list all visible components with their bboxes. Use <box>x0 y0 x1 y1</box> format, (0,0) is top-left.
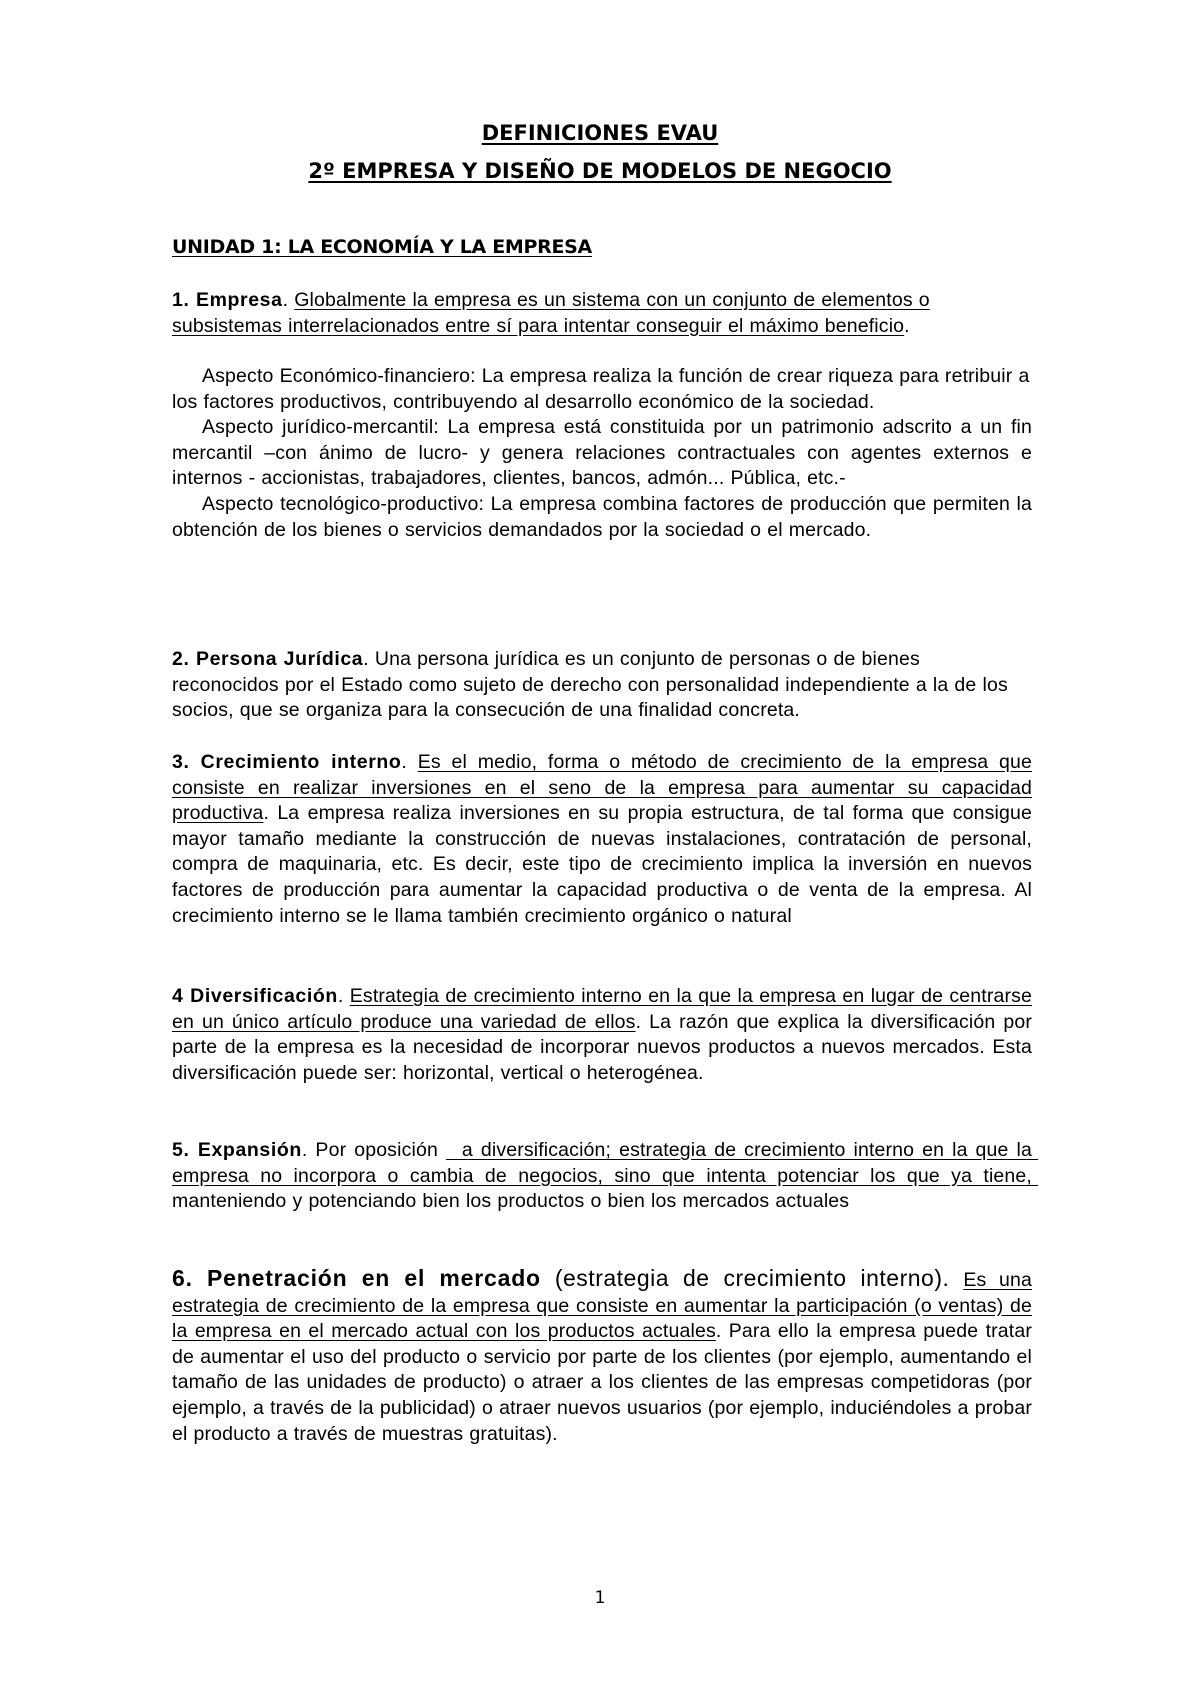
definition-crecimiento-interno: 3. Crecimiento interno. Es el medio, forma o método de crecimiento de la empresa que consiste en realizar inversiones en el seno de la empresa para aumentar su capacidad productiva. La empresa realiza inversiones en su propia estructura, de tal forma que consigue mayor tamaño mediante la construcción de nuevas instalaciones, contratación de personal, compra de maquinaria, etc. Es decir, este tipo de crecimiento implica la inversión en nuevos factores de producción para aumentar la capacidad productiva o de venta de la empresa. Al crecimiento interno se le llama también crecimiento orgánico o natural <box>172 751 1032 927</box>
unit-title: UNIDAD 1: LA ECONOMÍA Y LA EMPRESA <box>172 236 592 258</box>
definition-crecimiento-underlined: Es el medio, forma o método de crecimiento de la empresa que consiste en realizar inversiones en el seno de la empresa para aumentar su capacidad productiva <box>172 751 1032 825</box>
definition-expansion: 5. Expansión. Por oposición a diversificación; estrategia de crecimiento interno en la que la empresa no incorpora o cambia de negocios, sino que intenta potenciar los que ya tiene, manteniendo y potenciando bien los productos o bien los mercados actuales <box>172 1139 1039 1213</box>
definition-persona-juridica: 2. Persona Jurídica. Una persona jurídica es un conjunto de personas o de bienes reconocidos por el Estado como sujeto de derecho con personalidad independiente a la de los socios, que se organiza para la consecución de una finalidad concreta. <box>172 648 1008 722</box>
term-persona-juridica: 2. Persona Jurídica <box>172 648 364 670</box>
definition-diversificacion: 4 Diversificación. Estrategia de crecimiento interno en la que la empresa en lugar de centrarse en un único artículo produce una variedad de ellos. La razón que explica la diversificación por parte de la empresa es la necesidad de incorporar nuevos productos a nuevos mercados. Esta diversificación puede ser: horizontal, vertical o heterogénea. <box>172 985 1032 1084</box>
term-diversificacion: 4 Diversificación <box>172 985 338 1007</box>
term-crecimiento-interno: 3. Crecimiento interno <box>172 751 402 773</box>
definition-empresa: 1. Empresa. Globalmente la empresa es un sistema con un conjunto de elementos o subsistemas interrelacionados entre sí para intentar conseguir el máximo beneficio. <box>172 289 930 337</box>
definition-diversificacion-underlined: Estrategia de crecimiento interno en la que la empresa en lugar de centrarse en un único artículo produce una variedad de ellos <box>172 985 1032 1033</box>
term-penetracion: 6. Penetración en el mercado <box>172 1265 541 1291</box>
definition-empresa-underlined: Globalmente la empresa es un sistema con un conjunto de elementos o subsistemas interrelacionados entre sí para intentar conseguir el máximo beneficio <box>172 289 930 337</box>
definition-expansion-underlined: a diversificación; estrategia de crecimiento interno en la que la empresa no incorpora o cambia de negocios, sino que intenta potenciar los que ya tiene, <box>172 1139 1039 1187</box>
aspect-economico: Aspecto Económico-financiero: La empresa realiza la función de crear riqueza para retribuir a los factores productivos, contribuyendo al desarrollo económico de la sociedad. <box>172 365 1030 413</box>
document-subtitle: 2º EMPRESA Y DISEÑO DE MODELOS DE NEGOCIO <box>308 159 892 183</box>
aspects-block <box>172 364 1032 543</box>
definition-penetracion-underlined: Es una estrategia de crecimiento de la empresa que consiste en aumentar la participación (o ventas) de la empresa en el mercado actual con los productos actuales <box>172 1269 1033 1343</box>
document-title: DEFINICIONES EVAU <box>481 121 719 145</box>
term-empresa: 1. Empresa <box>172 289 283 311</box>
aspect-tecnologico: Aspecto tecnológico-productivo: La empresa combina factores de producción que permiten la obtención de los bienes o servicios demandados por la sociedad o el mercado. <box>172 492 1032 541</box>
definition-penetracion: 6. Penetración en el mercado (estrategia de crecimiento interno). Es una estrategia de crecimiento de la empresa que consiste en aumentar la participación (o ventas) de la empresa en el mercado actual con los productos actuales. Para ello la empresa puede tratar de aumentar el uso del producto o servicio por parte de los clientes (por ejemplo, aumentando el tamaño de las unidades de producto) o atraer a los clientes de las empresas competidoras (por ejemplo, a través de la publicidad) o atraer nuevos usuarios (por ejemplo, induciéndoles a probar el producto a través de muestras gratuitas). <box>172 1265 1033 1445</box>
term-expansion: 5. Expansión <box>172 1139 302 1161</box>
aspect-juridico: Aspecto jurídico-mercantil: La empresa está constituida por un patrimonio adscrito a un fin mercantil –con ánimo de lucro- y genera relaciones contractuales con agentes externos e internos - accionistas, trabajadores, clientes, bancos, admón... Pública, etc.- <box>172 416 1032 490</box>
page-number: 1 <box>594 1588 606 1608</box>
